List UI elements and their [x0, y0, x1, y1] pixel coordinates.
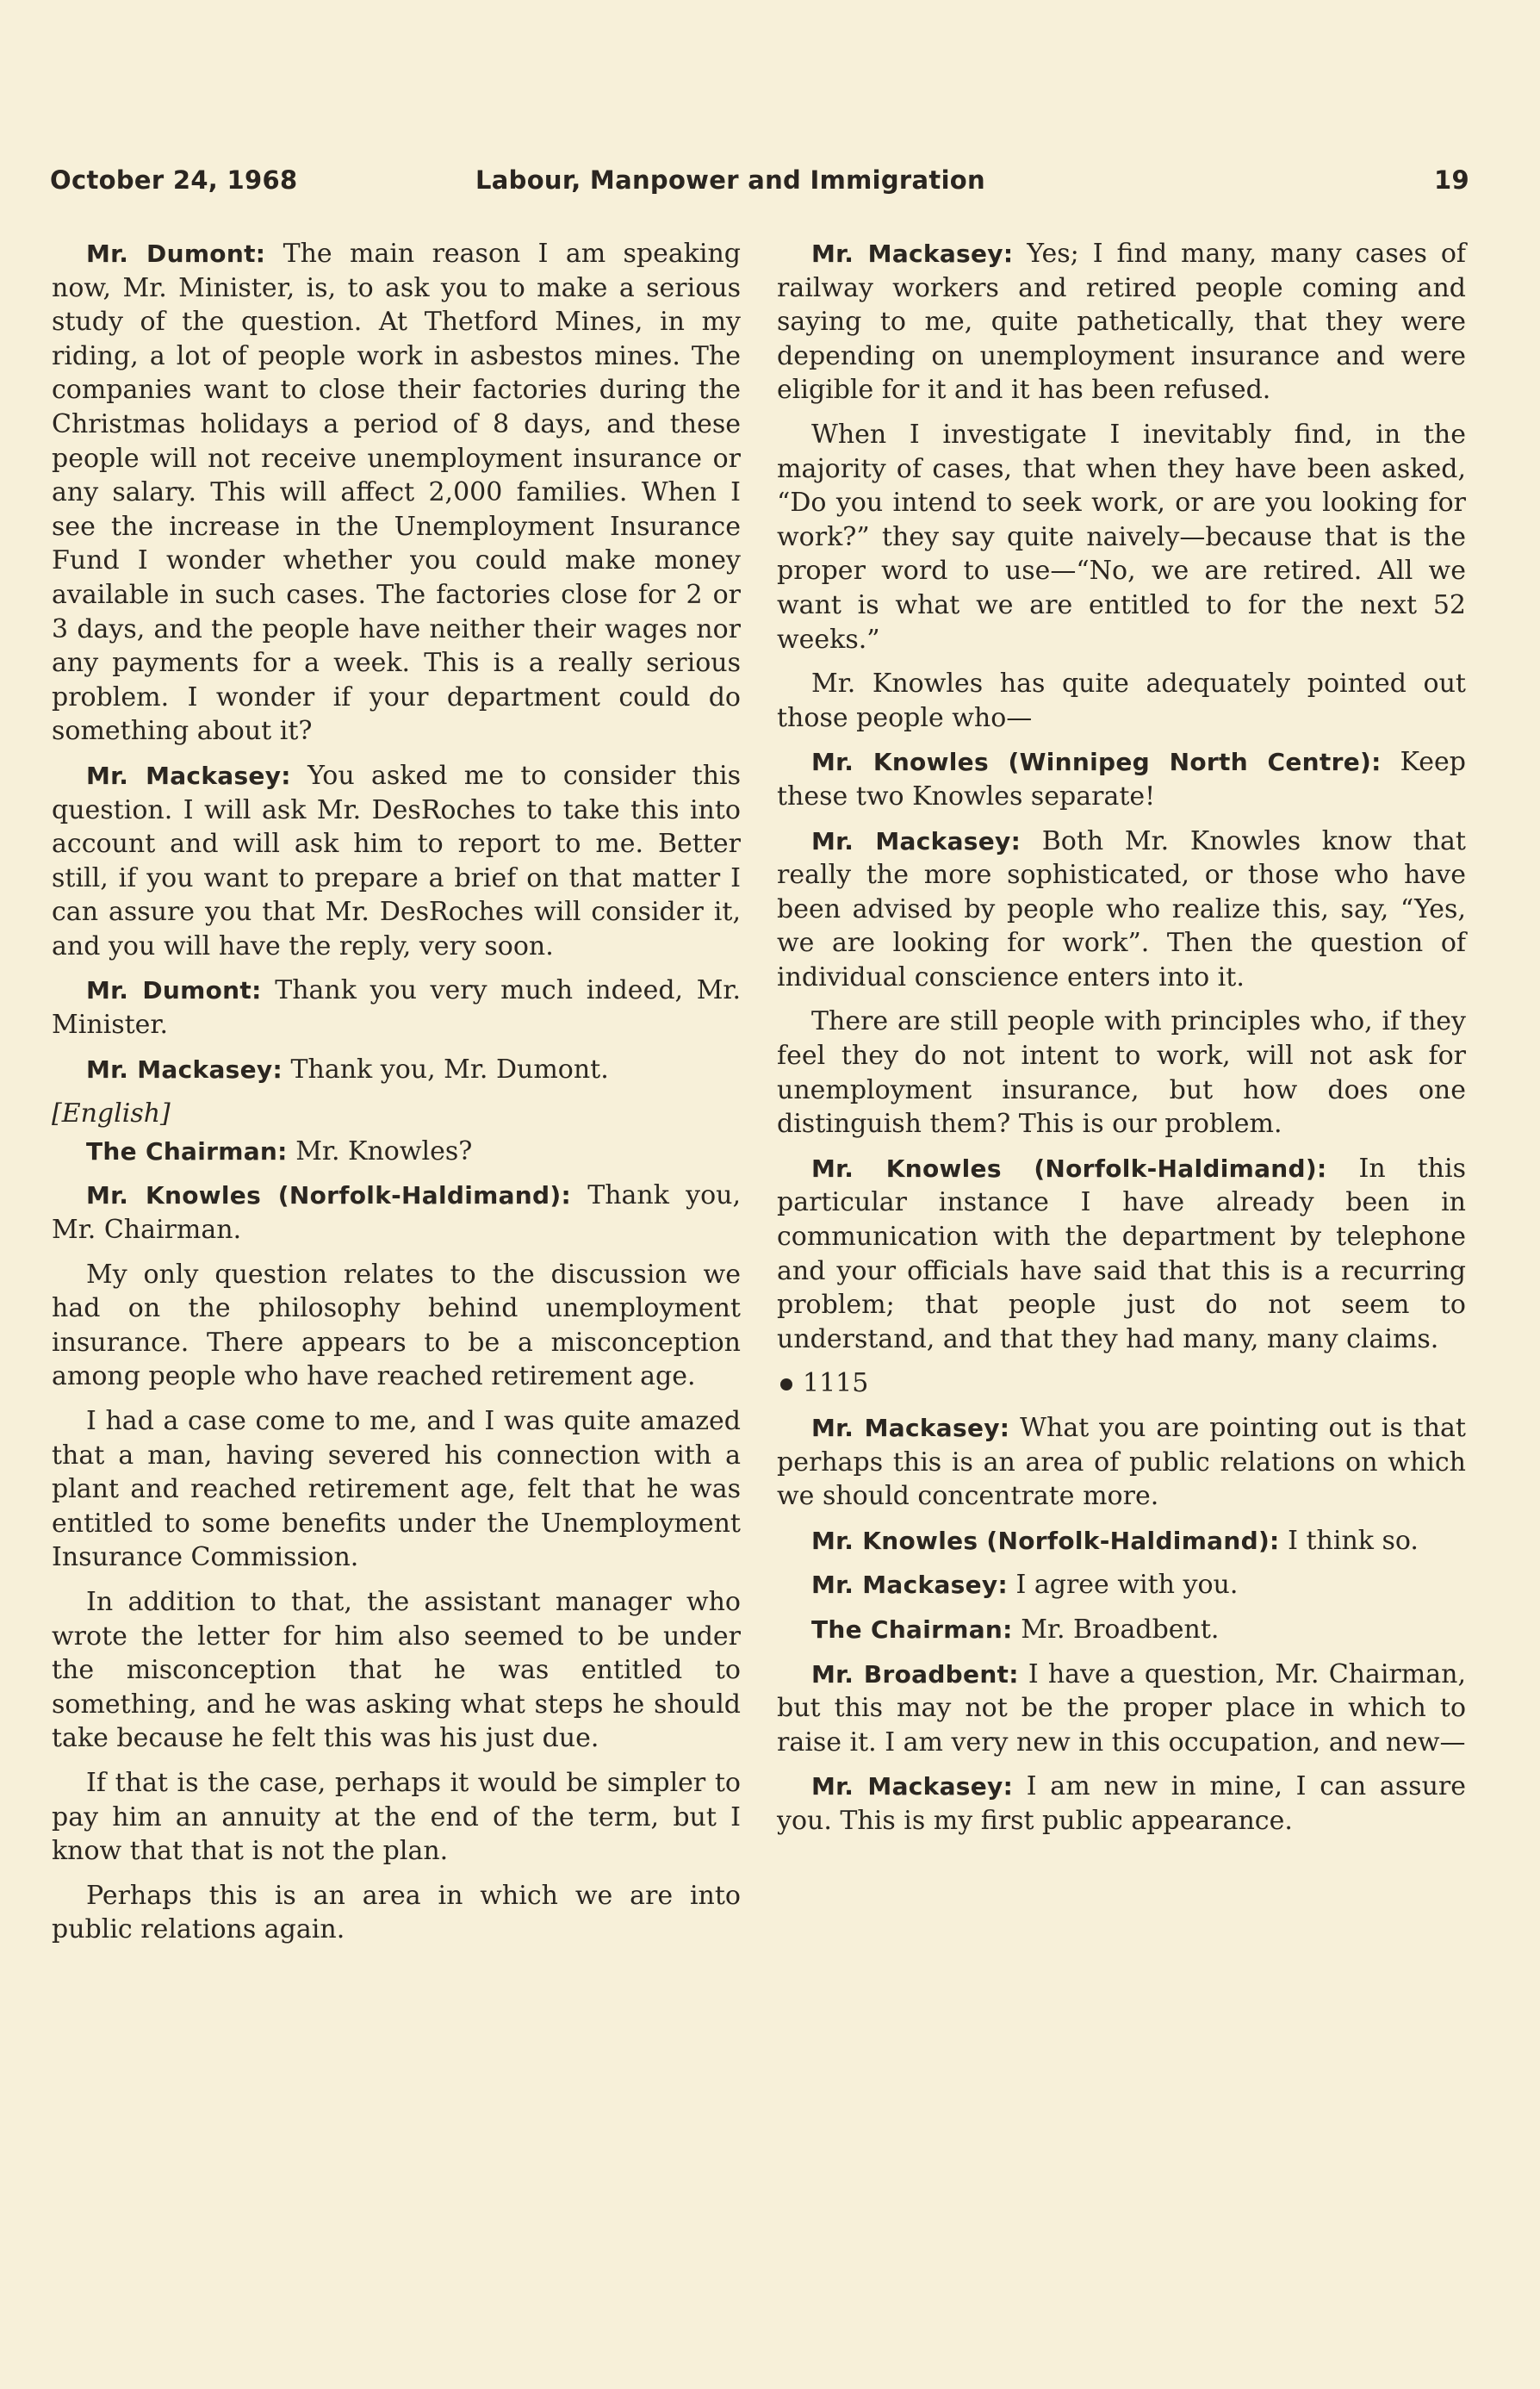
speaker-name: Mr. Mackasey: — [86, 761, 291, 790]
header-title: Labour, Manpower and Immigration — [475, 165, 985, 195]
continuation-paragraph — [777, 1005, 1466, 1141]
paragraph-text: Thank you, Mr. Dumont. — [282, 1054, 609, 1085]
speaker-name: Mr. Knowles (Norfolk-Haldimand): — [811, 1154, 1327, 1183]
continuation-paragraph — [52, 1258, 741, 1394]
time-marker-text: 1115 — [803, 1368, 869, 1399]
paragraph-text: There are still people with principles who, if they feel they do not intent to work, will not ask for unemployment insurance, but how does one distinguish them? This is our problem. — [777, 1006, 1466, 1140]
continuation-paragraph — [52, 1404, 741, 1575]
speech-paragraph — [777, 824, 1466, 995]
speaker-name: The Chairman: — [86, 1136, 288, 1166]
speech-paragraph — [777, 1658, 1466, 1760]
speech-paragraph — [52, 237, 741, 749]
speech-paragraph — [777, 237, 1466, 407]
speech-paragraph — [52, 1135, 741, 1169]
continuation-paragraph — [777, 418, 1466, 656]
paragraph-text: In this particular instance I have already been in communication with the department by telephone and your officials have said that this is a recurring problem; that people just do not seem to understand, and that they had many, many claims. — [777, 1153, 1466, 1354]
speaker-name: Mr. Mackasey: — [811, 1571, 1008, 1600]
speaker-name: Mr. Broadbent: — [811, 1659, 1019, 1689]
paragraph-text: I have a question, Mr. Chairman, but this may not be the proper place in which to raise it. I am very new in this occupation, and new— — [777, 1658, 1466, 1758]
speech-paragraph — [777, 1411, 1466, 1514]
speech-paragraph — [777, 1568, 1466, 1602]
continuation-paragraph — [777, 667, 1466, 735]
speech-paragraph — [777, 1770, 1466, 1838]
paragraph-text: Thank you, Mr. Chairman. — [52, 1180, 742, 1246]
paragraph-text: Thank you very much indeed, Mr. Minister. — [52, 975, 741, 1041]
continuation-paragraph — [52, 1766, 741, 1869]
continuation-paragraph — [52, 1879, 741, 1947]
speaker-name: Mr. Mackasey: — [811, 240, 1014, 268]
paragraph-text: In addition to that, the assistant manager who wrote the letter for him also seemed to be under the misconception that he was entitled to something, and he was asking what steps he should take because he felt this was his just due. — [52, 1586, 741, 1754]
paragraph-text: Keep these two Knowles separate! — [777, 747, 1466, 812]
paragraph-text: Mr. Knowles? — [287, 1135, 473, 1167]
speaker-name: Mr. Knowles (Norfolk-Haldimand): — [811, 1526, 1280, 1555]
speaker-name: Mr. Mackasey: — [811, 1414, 1010, 1442]
continuation-paragraph — [52, 1585, 741, 1756]
speech-paragraph — [777, 745, 1466, 813]
paragraph-text: Yes; I find many, many cases of railway workers and retired people coming and saying to me, quite pathetically, that they were depending on unemployment insurance and were eligible for it and it has been refused. — [777, 239, 1466, 406]
speaker-name: Mr. Mackasey: — [811, 826, 1021, 855]
paragraph-text: When I investigate I inevitably find, in the majority of cases, that when they have been asked, “Do you intend to seek work, or are you looking for work?” they say quite naively—because that is the proper word to use—“No, we are retired. All we want is what we are entitled to for the next 52 weeks.” — [777, 419, 1466, 655]
paragraph-text: If that is the case, perhaps it would be simpler to pay him an annuity at the end of the term, but I know that that is not the plan. — [52, 1767, 741, 1867]
speaker-name: Mr. Mackasey: — [86, 1055, 283, 1084]
speech-paragraph — [52, 759, 741, 964]
speech-paragraph — [52, 1179, 741, 1247]
paragraph-text: Mr. Knowles has quite adequately pointed out those people who— — [777, 669, 1466, 733]
paragraph-text: I had a case come to me, and I was quite amazed that a man, having severed his connection with a plant and reached retirement age, felt that he was entitled to some benefits under the Unemployment Insurance Commission. — [52, 1406, 741, 1573]
bullet-icon — [780, 1378, 792, 1390]
speaker-name: Mr. Knowles (Winnipeg North Centre): — [811, 748, 1382, 777]
paragraph-text: I am new in mine, I can assure you. This is my first public appearance. — [777, 1771, 1466, 1836]
speaker-name: Mr. Mackasey: — [811, 1772, 1014, 1801]
right-column — [777, 237, 1466, 1849]
time-marker — [777, 1366, 1466, 1401]
speech-paragraph — [52, 1053, 741, 1087]
speaker-name: The Chairman: — [811, 1614, 1013, 1644]
speech-paragraph — [777, 1524, 1466, 1558]
paragraph-text: What you are pointing out is that perhaps this is an area of public relations on which we should concentrate more. — [777, 1413, 1466, 1512]
paragraph-text: Mr. Broadbent. — [1012, 1614, 1220, 1645]
speaker-name: Mr. Dumont: — [86, 976, 262, 1005]
language-label: [English] — [52, 1098, 171, 1129]
header-date: October 24, 1968 — [50, 165, 298, 195]
paragraph-text: I think so. — [1279, 1525, 1419, 1556]
paragraph-text: My only question relates to the discussion we had on the philosophy behind unemployment insurance. There appears to be a misconception among people who have reached retirement age. — [52, 1259, 741, 1392]
page-number: 19 — [1434, 165, 1469, 195]
paragraph-text: Perhaps this is an area in which we are into public relations again. — [52, 1880, 741, 1945]
left-column — [52, 237, 741, 1957]
paragraph-text: You asked me to consider this question. I will ask Mr. DesRoches to take this into account and will ask him to report to me. Better still, if you want to prepare a brief on that matter I can assure you that Mr. DesRoches will consider it, and you will have the reply, very soon. — [52, 760, 742, 961]
speech-paragraph — [777, 1152, 1466, 1357]
speech-paragraph — [52, 974, 741, 1042]
speech-paragraph — [777, 1613, 1466, 1647]
paragraph-text: I agree with you. — [1007, 1570, 1239, 1601]
paragraph-text: Both Mr. Knowles know that really the more sophisticated, or those who have been advised by people who realize this, say, “Yes, we are looking for work”. Then the question of individual conscience enters into it. — [777, 825, 1466, 992]
speaker-name: Mr. Knowles (Norfolk-Haldimand): — [86, 1181, 571, 1210]
speaker-name: Mr. Dumont: — [86, 240, 266, 268]
paragraph-text: The main reason I am speaking now, Mr. Minister, is, to ask you to make a serious study of the question. At Thetford Mines, in my riding, a lot of people work in asbestos mines. The companies want to close their factories during the Christmas holidays a period of 8 days, and these people will not receive unemployment insurance or any salary. This will affect 2,000 families. When I see the increase in the Unemployment Insurance Fund I wonder whether you could make money available in such cases. The factories close for 2 or 3 days, and the people have neither their wages nor any payments for a week. This is a really serious problem. I wonder if your department could do something about it? — [52, 239, 742, 747]
